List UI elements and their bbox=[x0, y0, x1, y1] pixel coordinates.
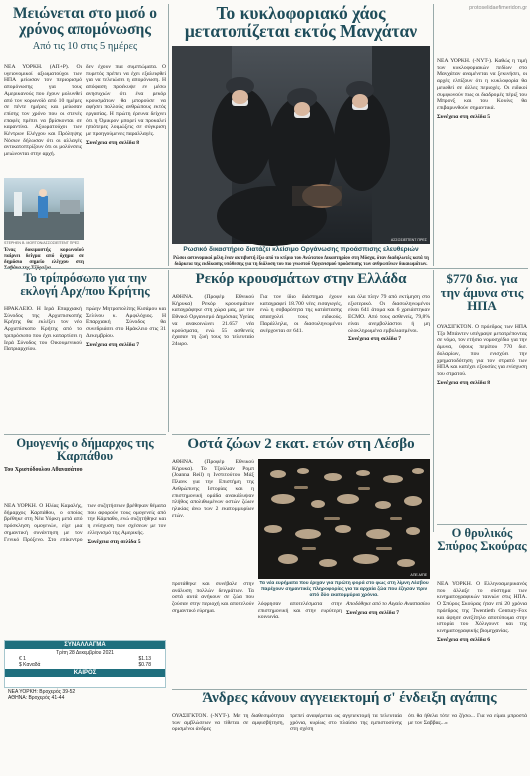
weather-box bbox=[4, 689, 166, 705]
moscow-photo-credit: ΑΣΣΟΣΙΕΪΤΕΝΤ ΠΡΕΣ bbox=[390, 238, 427, 242]
isolation-col2: δεν έχουν πια συμπτώματα. Ο πυρετός πρέπει να έχει εξαλειφθεί για να τελειώσει η απομόνωση. Η απόφαση προέκυψε εν μέσω ανησυχιών ότι ένα ρεκόρ κρουσμάτων θα μπορούσε να αφήσει πολλούς ανθρώπους εκτός εργασίας. Η πρώτη έρευνα δείχνει ότι η Όμικρον μπορεί να προκαλεί ηπιότερες λοιμώξεις σε σύγκριση με προηγούμενες παραλλαγές. bbox=[86, 64, 166, 138]
skouras-more: Συνέχεια στη σελίδα 6 bbox=[437, 636, 491, 643]
moscow-photo bbox=[172, 46, 430, 244]
bones-photo-credit: ΑΠΕ-ΜΠΕ bbox=[410, 573, 427, 577]
lesvos-col3: λόφρησαν αποτελέσματα στην επιστημονική και στην ευρύτερη κοινωνία. bbox=[258, 601, 342, 621]
vasectomy-article bbox=[172, 691, 527, 776]
vasectomy-col1: ΟΥΑΣΙΓΚΤΟΝ. (-ΝΥΤ-). Με τη διαθεσιμότητα των αμβλώσεων να τίθεται σε αμφισβήτηση, ορισμένοι άνδρες bbox=[172, 713, 284, 733]
record-col2: Για τον ίδιο διάστημα έχουν καταγραφεί 18.700 νέες εισαγωγές, ενώ η σοβαρότητα της κατάστασης απασχολεί τους ειδικούς. Παράλληλα, οι διασωληνωμένοι ανέρχονται σε 641. bbox=[260, 294, 342, 334]
covid-photo-credit: STEPHEN B. MORTON/ΑΣΣΟΣΙΕΪΤΕΝΤ ΠΡΕΣ bbox=[4, 241, 80, 245]
weather-athens: ΑΘΗΝΑ: Βροχερός 41-44 bbox=[8, 695, 65, 701]
traffic-continuation bbox=[437, 58, 527, 266]
exchange-weather-box bbox=[4, 640, 166, 688]
crete-article bbox=[4, 272, 166, 422]
vasectomy-col3: ότι θα ήθελα τότε να ζήσω... Για να είμαι μπροστά με τον Σαββας...» bbox=[408, 713, 527, 726]
karpathos-article bbox=[4, 437, 166, 637]
lesvos-article bbox=[172, 437, 430, 687]
weather-title: ΚΑΙΡΟΣ bbox=[5, 669, 165, 677]
traffic-text: ΝΕΑ ΥΟΡΚΗ. (-ΝΥΤ-). Καθώς η τιμή των κυκλοφοριακών πεδίων στο Μανχάταν αναμένεται να ξεκινήσει, οι αρχές ελπίζουν ότι η κυκλοφορία θα μειωθεί σε άλλες περιοχές. Οι ειδικοί συμφωνούν πως οι διαδρομές πέριξ του Μπρονξ και του Κουίνς θα επιβαρυνθούν σημαντικά. bbox=[437, 58, 527, 111]
moscow-photo-caption: Ρωσικό δικαστήριο διατάζει κλείσιμο Οργάνωσης προάσπισης ελευθεριών bbox=[183, 246, 419, 253]
exchange-row-cad bbox=[5, 662, 165, 668]
defense-article bbox=[437, 272, 527, 522]
skouras-article bbox=[437, 527, 527, 687]
isolation-subhead: Από τις 10 στις 5 ημέρες bbox=[32, 40, 138, 52]
covid-test-photo bbox=[4, 178, 84, 240]
bones-caption: Τα νέα ευρήματα που έριχαν για πρώτη φορά στο φως στη λίμνη Λέσβου παρέχουν σημαντικές πληροφορίες για τα αρχαία ζώα που έζησαν πριν από δύο εκατομμύρια χρόνια. bbox=[259, 581, 429, 598]
weather-ny: ΝΕΑ ΥΟΡΚΗ: Βροχερός 39-52 bbox=[8, 689, 76, 695]
defense-headline: $770 δισ. για την άμυνα στις ΗΠΑ bbox=[440, 271, 524, 314]
exchange-cad-value: $0.78 bbox=[138, 662, 151, 668]
record-more: Συνέχεια στη σελίδα 7 bbox=[348, 336, 402, 343]
crete-headline: Το τρίπρόσωπο για την εκλογή Αρχ/που Κρήτης bbox=[20, 271, 150, 299]
exchange-cad-label: $ Καναδά bbox=[19, 662, 41, 668]
lesvos-col2: προτάθηκε και συνέβαλε στην ανάλυση πολλών δειγμάτων. Τα οστά αυτά ανήκουν σε ζώα που ζούσαν στην περιοχή και αποτελούν σημαντικό εύρημα. bbox=[172, 581, 254, 614]
covid-photo-caption: Ένας δοκιμαστής κορωνοϊού παίρνει δείγμα από όχημα σε δημόσιο σημείο ελέγχου στη Σαβάνα της Τζόρτζια. bbox=[4, 247, 84, 271]
skouras-text: ΝΕΑ ΥΟΡΚΗ. Ο Ελληνοαμερικανός που άλλαξε το σύστημα των κινηματογραφικών ταινιών στις ΗΠΑ. Ο Σπύρος Σκούρας ήταν επί 20 χρόνια πρόεδρος της Twentieth Century-Fox και άφησε ανεξίτηλο αποτύπωμα στην ιστορία του Χόλιγουντ και της κινηματογραφικής βιομηχανίας. bbox=[437, 581, 527, 634]
karpathos-more: Συνέχεια στη σελίδα 5 bbox=[87, 538, 141, 545]
lesvos-col1: ΑΘΗΝΑ. (Προφέρ Εθνικού Κήρυκα). Το Τζούλιαν Ρομπ (Joanna Reil) η Ινστιτούτου Μάξ Πλανκ για την Επιστήμη της Ανθρώπινης Ιστορίας και η επιστημονική ομάδα ανακάλυψαν πλήθος απολιθωμένων οστών ζώων ηλικίας άνω των 2 εκατομμυρίων ετών. bbox=[172, 459, 254, 519]
watermark: protoselidaefimeridon.gr bbox=[469, 5, 527, 11]
isolation-col1: ΝΕΑ ΥΟΡΚΗ. (ΑΠ+Ρ). Οι υγειονομικοί αξιωματούχοι των ΗΠΑ μείωσαν τον περιορισμό απομόνωσης για τους Αμερικανούς που έχουν μολυνθεί από τον κορωνοϊό από 10 ημέρες σε πέντε ημέρες και μείωσαν επίσης τον χρόνο που οι στενές επαφές πρέπει να βρίσκονται σε καραντίνα. Αξιωματούχοι των Κέντρων Ελέγχου και Πρόληψης Νόσων δήλωσαν ότι οι αλλαγές αντικατοπτρίζουν ότι οι μολύνσεις μειώνονται στην αρχή. bbox=[4, 64, 82, 158]
record-article bbox=[172, 272, 430, 432]
isolation-article bbox=[4, 5, 166, 271]
exchange-euro-label: € 1 bbox=[19, 656, 26, 662]
karpathos-byline: Του Χριστόδουλου Αθανασάτου bbox=[4, 467, 83, 474]
crete-col1: ΗΡΑΚΛΕΙΟ. Η Ιερά Επαρχιακή Σύνοδος της Αρχιεπισκοπής Κρήτης θα εκλέξει τον νέο Αρχιεπίσκοπο Κρήτης από το τριπρόσωπο που έχει καταρτίσει η Ιερά Σύνοδος του Οικουμενικού Πατριαρχείου. bbox=[4, 306, 82, 353]
skouras-headline: Ο θρυλικός Σπύρος Σκούρας bbox=[437, 526, 527, 554]
lesvos-byline: Αποδόθηκε από το Αιγαίο Αναστασίου bbox=[346, 601, 430, 607]
karpathos-headline: Ομογενής ο δήμαρχος της Καρπάθου bbox=[16, 436, 154, 464]
vasectomy-col2: τρεπεί αναφέρεται ως αγγειεκτομή τα τελευταία χρόνια, κυρίως στο πλαίσιο της εμπιστοσύνης στη σχέση bbox=[290, 713, 402, 733]
record-col3: και όλα πλην 79 από εκτίμηση στο εξωτερικό. Οι διασωληνωμένοι είναι 641 άτομα και 6 χρειάστηκαν ECMO. Από τους ασθενείς, 79,8% είναι ανεμβολίαστοι ή μη ολοκληρωμένα εμβολιασμένοι. bbox=[348, 294, 430, 334]
defense-text: ΟΥΑΣΙΓΚΤΟΝ. Ο πρόεδρος των ΗΠΑ Τζο Μπάιντεν υπέγραψε μετατρέποντας σε νόμο, τον ετήσιο νομοσχέδιο για την άμυνα, ύψους περίπου 770 δισ. δολαρίων, που ενισχύει την χρηματοδότηση για τον στρατό των ΗΠΑ και κατέχει εξουσίες για ενίσχυση του στρατού. bbox=[437, 324, 527, 377]
main-headline: Το κυκλοφοριακό χάος μετατοπίζεται εκτός Μανχάταν bbox=[184, 3, 418, 42]
moscow-photo-text: Ρώσοι αστυνομικοί μέλη έναν ακτιβιστή έξω από το κτίριο του Ανώτατου Δικαστηρίου στη Μόσχα, όταν διαδηλωτές κατά τη διάρκεια της εκδίκασης υπόθεσης για τη διάλυση του πιο γνωστού Οργανισμού προάσπισης των ανθρωπίνων δικαιωμάτων. bbox=[173, 256, 429, 267]
crete-more: Συνέχεια στη σελίδα 7 bbox=[86, 341, 140, 348]
record-headline: Ρεκόρ κρουσμάτων στην Ελλάδα bbox=[195, 271, 407, 287]
vasectomy-headline: Άνδρες κάνουν αγγειεκτομή σ' ένδειξη αγάπης bbox=[202, 690, 497, 706]
karpathos-text: ΝΕΑ ΥΟΡΚΗ. Ο Ηλίας Καραλής, δήμαρχος Καρπάθου, ο οποίος βρέθηκε στη Νέα Υόρκη μετά από πρόσκληση ομογενών, είχε μια σημαντική συνάντηση με τον Γενικό Πρόξενο. Στο επίκεντρο των συζητήσεων βρέθηκαν θέματα που αφορούν τους ομογενείς από την Κάρπαθο, ενώ συζητήθηκε και η ενίσχυση των σχέσεων με τον ελληνισμό της Αμερικής. bbox=[4, 503, 166, 543]
lesvos-headline: Οστά ζώων 2 εκατ. ετών στη Λέσβο bbox=[187, 436, 415, 452]
main-headline-block bbox=[172, 4, 430, 44]
exchange-euro-value: $1.13 bbox=[138, 656, 151, 662]
traffic-more: Συνέχεια στη σελίδα 5 bbox=[437, 113, 491, 120]
crete-col2: πρώην Μητροπολίτης Κισάμου και Σελίνου κ. Αμφιλόχιος. Η Επαρχιακή Σύνοδος θα συνεδριάσει στο Ηράκλειο στις 31 Δεκεμβρίου. bbox=[86, 306, 166, 339]
bones-photo bbox=[258, 459, 430, 579]
isolation-more: Συνέχεια στη σελίδα 8 bbox=[86, 139, 140, 146]
exchange-title: ΣΥΝΑΛΛΑΓΜΑ bbox=[5, 641, 165, 649]
isolation-headline: Μειώνεται στο μισό ο χρόνος απομόνωσης bbox=[12, 5, 157, 39]
defense-more: Συνέχεια στη σελίδα 8 bbox=[437, 379, 491, 386]
lesvos-more: Συνέχεια στη σελίδα 7 bbox=[346, 609, 400, 616]
record-col1: ΑΘΗΝΑ. (Προφέρ Εθνικού Κήρυκα) Ρεκόρ κρουσμάτων καταγράφηκε στη χώρα μας, με τον Εθνικό Οργανισμό Δημόσιας Υγείας να ανακοινώνει 21.657 νέα κρούσματα, ενώ 55 ασθενείς έχασαν τη ζωή τους το τελευταίο 24ωρο. bbox=[172, 294, 254, 347]
exchange-date: Τρίτη 28 Δεκεμβρίου 2021 bbox=[56, 650, 114, 656]
